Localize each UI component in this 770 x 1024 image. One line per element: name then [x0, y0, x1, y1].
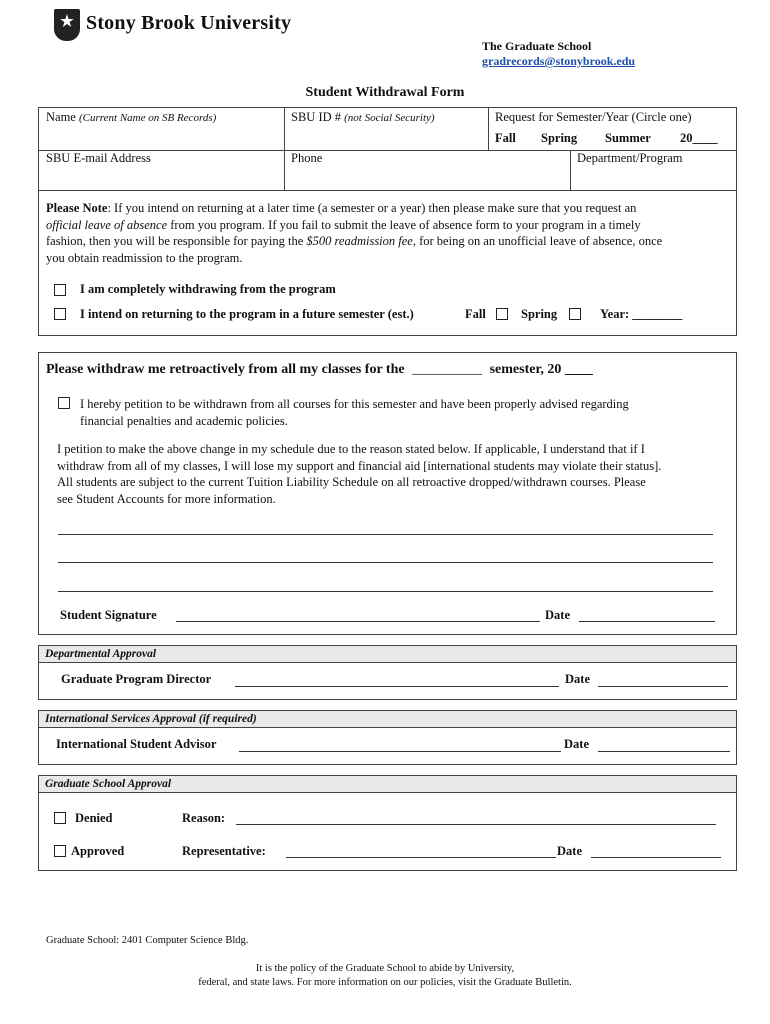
name-field[interactable] [46, 110, 216, 125]
petition-line: I hereby petition to be withdrawn from all courses for this semester and have been properly advised regarding [80, 397, 629, 411]
retro-year-field[interactable]: semester, 20 ____ [489, 362, 593, 377]
semester-year-field[interactable]: 20____ [680, 131, 718, 145]
phone-field[interactable]: Phone [291, 151, 323, 165]
semester-label: Request for Semester/Year (Circle one) [495, 110, 692, 124]
denied-label: Denied [75, 811, 113, 825]
name-hint: (Current Name on SB Records) [78, 112, 217, 124]
table-divider [488, 107, 489, 150]
policy-line: I petition to make the above change in my schedule due to the reason stated below. If applicable, I understand that if I [57, 442, 645, 456]
retro-heading [46, 362, 593, 378]
petition-text [80, 396, 730, 429]
note-line: you obtain readmission to the program. [46, 250, 243, 265]
denied-checkbox[interactable] [54, 812, 66, 824]
department-field[interactable]: Department/Program [577, 151, 683, 165]
intl-advisor-label: International Student Advisor [56, 737, 217, 751]
intl-date-field[interactable] [598, 751, 730, 752]
reason-line-3[interactable] [58, 591, 713, 592]
semester-option-fall[interactable]: Fall [495, 131, 516, 145]
sbuid-label: SBU ID # [291, 110, 342, 124]
school-name: The Graduate School [482, 39, 592, 53]
grad-date-field[interactable] [591, 857, 721, 858]
intl-advisor-field[interactable] [239, 751, 561, 752]
note-text [46, 200, 736, 266]
policy-line: see Student Accounts for more information. [57, 491, 276, 506]
sbuid-field[interactable] [291, 110, 435, 125]
policy-text [57, 441, 737, 507]
note-lead: Please Note [46, 201, 108, 215]
student-date-label: Date [545, 608, 570, 622]
retro-semester-field[interactable]: __________ [412, 362, 483, 377]
graduate-approval-header: Graduate School Approval [39, 776, 736, 793]
name-label: Name [46, 110, 76, 124]
program-director-label: Graduate Program Director [61, 672, 212, 686]
footer-policy-line-1: It is the policy of the Graduate School to abide by University, [255, 963, 515, 974]
return-year-field[interactable]: Year: ________ [600, 307, 683, 321]
footer-address: Graduate School: 2401 Computer Science Bldg. [46, 935, 249, 946]
return-future-label: I intend on returning to the program in a future semester (est.) [80, 307, 414, 321]
semester-option-summer[interactable]: Summer [605, 131, 651, 145]
reason-line-2[interactable] [58, 562, 713, 563]
student-signature-label: Student Signature [60, 608, 157, 622]
return-fall-checkbox[interactable] [496, 308, 508, 320]
return-spring-label: Spring [521, 307, 558, 321]
semester-option-spring[interactable]: Spring [541, 131, 578, 145]
policy-line: withdraw from all of my classes, I will lose my support and financial aid [international students may violate their status]. [57, 458, 662, 473]
withdraw-completely-checkbox[interactable] [54, 284, 66, 296]
petition-line: financial penalties and academic policies. [80, 413, 288, 428]
school-email-link[interactable]: gradrecords@stonybrook.edu [482, 54, 636, 68]
email-field[interactable]: SBU E-mail Address [46, 151, 151, 165]
representative-field[interactable] [286, 857, 556, 858]
grad-date-label: Date [557, 844, 582, 858]
university-name: Stony Brook University [86, 12, 292, 34]
international-approval-header: International Services Approval (if required) [39, 711, 736, 728]
return-fall-label: Fall [465, 307, 486, 321]
reason-field[interactable] [236, 824, 716, 825]
withdraw-completely-label: I am completely withdrawing from the program [80, 282, 336, 296]
sbuid-hint: (not Social Security) [344, 112, 435, 124]
table-divider [570, 150, 571, 191]
note-fee: $500 readmission fee, [306, 234, 416, 248]
approved-label: Approved [71, 844, 125, 858]
note-line: for being on an unofficial leave of absence, once [415, 234, 663, 248]
approved-checkbox[interactable] [54, 845, 66, 857]
retro-heading-text: Please withdraw me retroactively from all my classes for the [46, 362, 405, 377]
policy-line: All students are subject to the current Tuition Liability Schedule on all retroactive dropped/withdrawn courses. Please [57, 475, 646, 489]
director-date-field[interactable] [598, 686, 728, 687]
form-title: Student Withdrawal Form [305, 85, 465, 100]
departmental-approval-header: Departmental Approval [39, 646, 736, 663]
return-spring-checkbox[interactable] [569, 308, 581, 320]
reason-label: Reason: [182, 811, 226, 825]
note-line: fashion, then you will be responsible for paying the [46, 234, 307, 248]
intl-date-label: Date [564, 737, 589, 751]
director-date-label: Date [565, 672, 590, 686]
table-divider [284, 107, 285, 191]
petition-checkbox[interactable] [58, 397, 70, 409]
reason-line-1[interactable] [58, 534, 713, 535]
note-emphasis: official leave of absence [46, 217, 168, 232]
program-director-field[interactable] [235, 686, 559, 687]
university-logo-icon [54, 9, 80, 41]
footer-policy-line-2: federal, and state laws. For more information on our policies, visit the Graduate Bulletin. [198, 977, 572, 988]
note-line: from you program. If you fail to submit the leave of absence form to your program in a timely [167, 217, 641, 232]
return-future-checkbox[interactable] [54, 308, 66, 320]
representative-label: Representative: [182, 844, 266, 858]
note-line: : If you intend on returning at a later time (a semester or a year) then please make sure that you request an [107, 201, 637, 215]
student-date-field[interactable] [579, 621, 715, 622]
student-signature-field[interactable] [176, 621, 540, 622]
